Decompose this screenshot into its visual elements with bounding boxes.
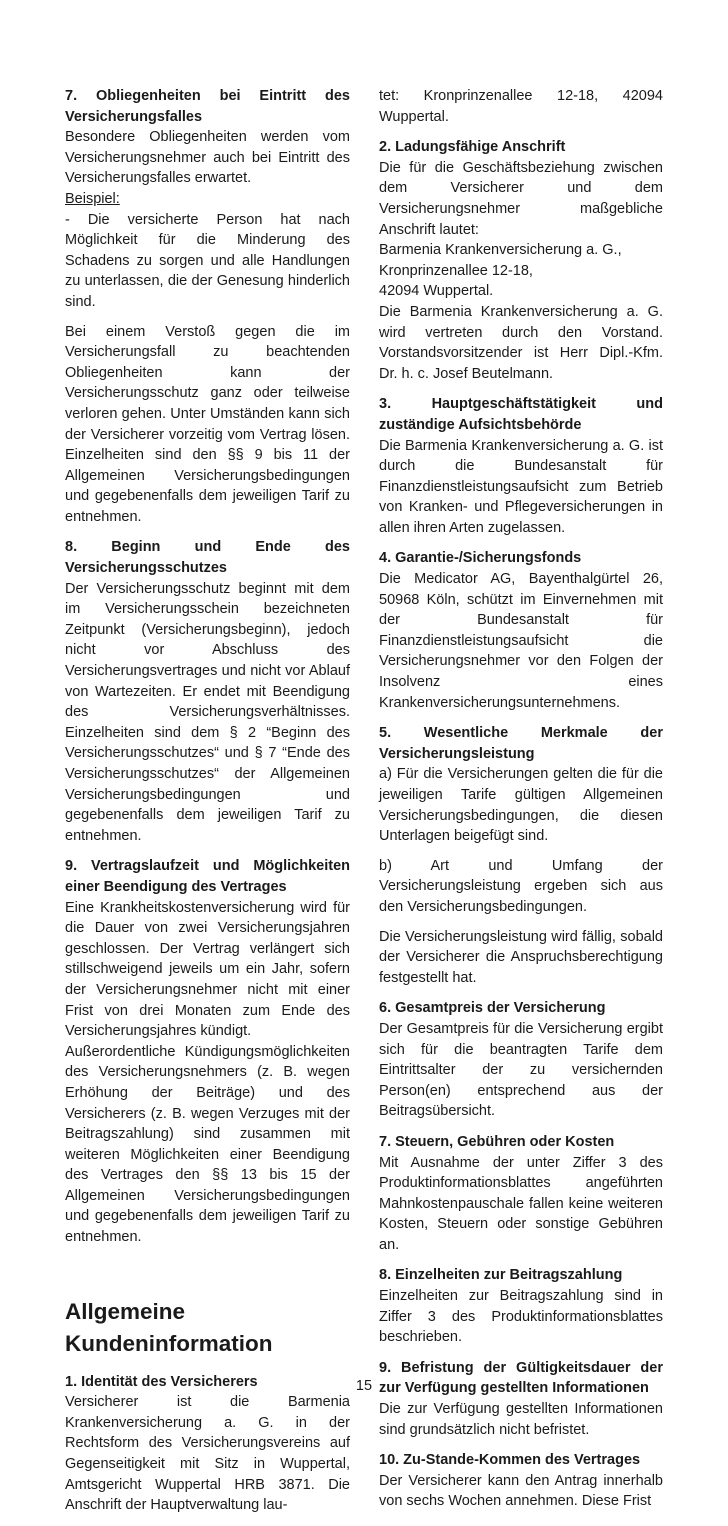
chapter-title-line: Allgemeine [65,1298,186,1324]
section-heading: 8. Beginn und Ende des Versicherungsschutzes [65,539,350,577]
section-heading: 5. Wesentliche Merkmale der Versicherungsleistung [379,725,663,762]
section-heading: 9. Befristung der Gültigkeitsdauer der zur Verfügung gestellten Informationen [379,1359,663,1397]
section-heading: 9. Vertragslaufzeit und Möglichkeiten einer Beendigung des Vertrages [65,858,350,895]
paragraph: Die zur Verfügung gestellten Informationen sind grundsätzlich nicht befristet. [379,1401,663,1438]
paragraph: Der Versicherer kann den Antrag innerhalb von sechs Wochen annehmen. Diese Frist [379,1472,663,1510]
address-line: Barmenia Krankenversicherung a. G., [379,242,622,259]
section-merkmale [379,723,663,988]
chapter-title-line: Kundeninformation [65,1330,273,1356]
section-heading: 3. Hauptgeschäftstätigkeit und zuständige Aufsichtsbehörde [379,396,663,433]
section-steuern [379,1132,663,1256]
section-gesamtpreis [379,998,663,1122]
section-zustandekommen [379,1450,663,1512]
paragraph: Die Versicherungsleistung wird fällig, sobald der Versicherer die Anspruchsberechtigung festgestellt hat. [379,928,663,986]
paragraph: Bei einem Verstoß gegen die im Versicherungsfall zu beachtenden Obliegenheiten kann der Versicherungsschutz ganz oder teilweise verloren gehen. Unter Umständen kann sich der Versicherer vorzeitig vom Vertrag lösen. Einzelheiten sind den §§ 9 bis 11 der Allgemeinen Versicherungsbedingungen und gegebenenfalls dem jeweiligen Tarif zu entnehmen. [65,323,350,525]
section-beginn-ende [65,537,350,846]
address-line: 42094 Wuppertal. [379,283,494,300]
section-heading: 4. Garantie-/Sicherungsfonds [379,550,582,567]
section-anschrift [379,137,663,384]
paragraph: Versicherer ist die Barmenia Krankenversicherung a. G. in der Rechtsform des Versicherungsvereins auf Gegenseitigkeit mit Sitz in Wuppertal, Amtsgericht Wuppertal HRB 3871. Die Anschrift der Hauptverwaltung lau- [65,1394,350,1514]
section-heading: 7. Obliegenheiten bei Eintritt des Versicherungsfalles [65,88,350,125]
paragraph: b) Art und Umfang der Versicherungsleistung ergeben sich aus den Versicherungsbedingungen. [379,857,663,915]
section-hauptgeschaeft [379,394,663,538]
paragraph: Die Medicator AG, Bayenthalgürtel 26, 50968 Köln, schützt im Einvernehmen mit der Bundesanstalt für Finanzdienstleistungsaufsicht die Versicherungsnehmer vor den Folgen der Insolvenz eines Krankenversicherungsunternehmens. [379,571,663,711]
section-heading: 10. Zu-Stande-Kommen des Vertrages [379,1452,641,1469]
section-heading: 2. Ladungsfähige Anschrift [379,139,566,156]
paragraph: Mit Ausnahme der unter Ziffer 3 des Produktinformationsblattes angeführten Mahnkostenpauschale fallen keine weiteren Kosten, Steuern oder sonstige Gebühren an. [379,1154,663,1253]
paragraph: Eine Krankheitskostenversicherung wird für die Dauer von zwei Versicherungsjahren geschlossen. Der Vertrag verlängert sich stillschweigend jeweils um ein Jahr, sofern der Versicherungsnehmer nicht mit einer Frist von drei Monaten zum Ende des Versicherungsjahres kündigt. [65,899,350,1040]
paragraph: Die für die Geschäftsbeziehung zwischen dem Versicherer und dem Versicherungsnehmer maßgebliche Anschrift lautet: [379,159,663,238]
paragraph: tet: Kronprinzenallee 12-18, 42094 Wuppertal. [379,88,663,125]
left-column [65,86,350,1526]
paragraph: Die Barmenia Krankenversicherung a. G. wird vertreten durch den Vorstand. Vorstandsvorsitzender ist Herr Dipl.-Kfm. Dr. h. c. Josef Beutelmann. [379,303,663,382]
page-number: 15 [355,1378,373,1394]
paragraph: Der Versicherungsschutz beginnt mit dem im Versicherungsschein bezeichneten Zeitpunkt (Versicherungsbeginn), jedoch nicht vor Abschluss des Versicherungsvertrages und nicht vor Ablauf von Wartezeiten. Er endet mit Beendigung des Versicherungsverhältnisses. Einzelheiten sind dem § 2 “Beginn des Versicherungsschutzes“ und § 7 “Ende des Versicherungsschutzes“ der Allgemeinen Versicherungsbedingungen und gegebenenfalls dem jeweiligen Tarif zu entnehmen. [65,580,350,844]
address-line: Kronprinzenallee 12-18, [379,262,533,279]
paragraph: Der Gesamtpreis für die Versicherung ergibt sich für die beantragten Tarife dem Eintrittsalter der zu versichernden Person(en) entsprechend aus der Beitragsübersicht. [379,1020,663,1120]
section-heading: 8. Einzelheiten zur Beitragszahlung [379,1267,623,1284]
section-sicherungsfonds [379,548,663,713]
paragraph: Die Barmenia Krankenversicherung a. G. ist durch die Bundesanstalt für Finanzdienstleistungsaufsicht zum Betrieb von Kranken- und Pflegeversicherungen in allen ihren Arten zugelassen. [379,437,663,536]
paragraph: - Die versicherte Person hat nach Möglichkeit für die Minderung des Schadens zu sorgen und alle Handlungen zu unterlassen, die der Genesung hinderlich sind. [65,211,350,310]
section-heading: 1. Identität des Versicherers [65,1373,258,1390]
right-column [379,86,663,1522]
paragraph: Außerordentliche Kündigungsmöglichkeiten des Versicherungsnehmers (z. B. wegen Erhöhung der Beiträge) und des Versicherers (z. B. wegen Verzuges mit der Beitragszahlung) sind zusammen mit weiteren Möglichkeiten einer Beendigung des Vertrages den §§ 13 bis 15 der Allgemeinen Versicherungsbedingungen und gegebenenfalls dem jeweiligen Tarif zu entnehmen. [65,1043,350,1246]
paragraph: Besondere Obliegenheiten werden vom Versicherungsnehmer auch bei Eintritt des Versicherungsfalles erwartet. [65,129,350,187]
section-befristung [379,1358,663,1440]
section-obliegenheiten [65,86,350,527]
section-heading: 6. Gesamtpreis der Versicherung [379,1000,606,1017]
section-identitaet-continued [379,86,663,127]
chapter-title [65,1296,350,1360]
section-vertragslaufzeit [65,856,350,1247]
section-beitragszahlung [379,1265,663,1347]
paragraph: Einzelheiten zur Beitragszahlung sind in Ziffer 3 des Produktinformationsblattes beschrieben. [379,1288,663,1346]
example-label: Beispiel: [65,190,120,207]
section-heading: 7. Steuern, Gebühren oder Kosten [379,1133,615,1150]
paragraph: a) Für die Versicherungen gelten die für die jeweiligen Tarife gültigen Allgemeinen Versicherungsbedingungen, die diesen Unterlagen beigefügt sind. [379,766,663,845]
